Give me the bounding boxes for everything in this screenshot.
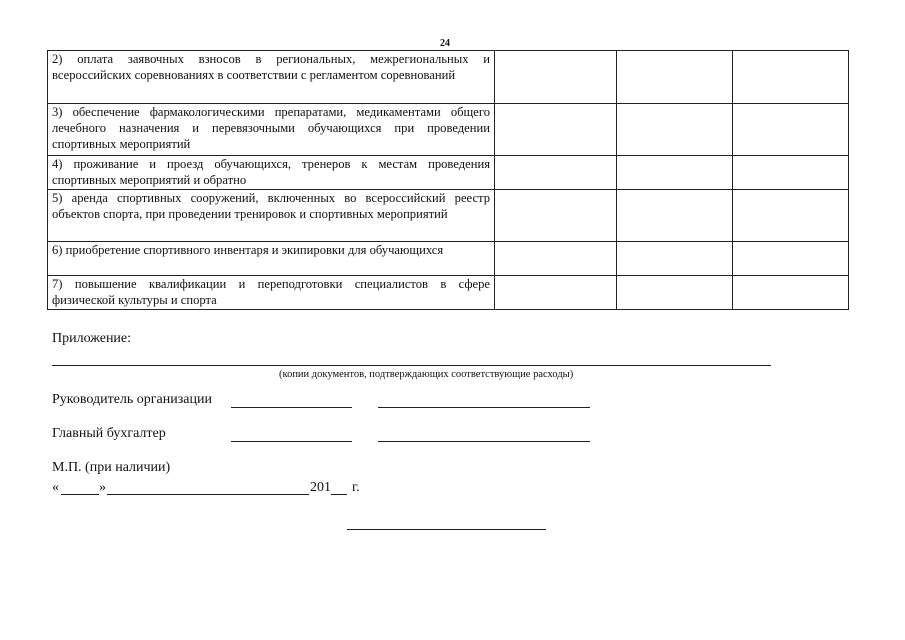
table-cell[interactable] (495, 276, 617, 310)
attachment-line[interactable] (52, 365, 771, 366)
date-open-quote: « (52, 480, 59, 495)
table-cell[interactable] (733, 276, 849, 310)
table-cell[interactable] (617, 242, 733, 276)
table-row (48, 156, 849, 190)
table-cell[interactable] (495, 190, 617, 242)
table-cell[interactable] (617, 190, 733, 242)
table-cell[interactable] (733, 242, 849, 276)
table-row (48, 51, 849, 104)
table-row (48, 242, 849, 276)
row-description: 4) проживание и проезд обучающихся, тренеров к местам проведения спортивных мероприятий и обратно (48, 156, 495, 190)
date-day-line[interactable] (61, 494, 99, 495)
stamp-label: М.П. (при наличии) (52, 460, 171, 475)
table-cell[interactable] (495, 156, 617, 190)
table-cell[interactable] (733, 104, 849, 156)
table-cell[interactable] (733, 190, 849, 242)
bottom-line[interactable] (347, 529, 546, 530)
table-row (48, 104, 849, 156)
head-signature-line[interactable] (231, 407, 352, 408)
row-description: 6) приобретение спортивного инвентаря и экипировки для обучающихся (48, 242, 495, 276)
date-year-line[interactable] (331, 494, 347, 495)
page-number: 24 (440, 38, 450, 49)
head-name-line[interactable] (378, 407, 590, 408)
table-cell[interactable] (495, 242, 617, 276)
table-cell[interactable] (617, 51, 733, 104)
head-label: Руководитель организации (52, 392, 212, 407)
expenses-table (47, 50, 849, 310)
row-description: 7) повышение квалификации и переподготовки специалистов в сфере физической культуры и спорта (48, 276, 495, 310)
table-row (48, 190, 849, 242)
date-year-prefix: 201 (310, 480, 331, 495)
table-cell[interactable] (617, 276, 733, 310)
date-month-line[interactable] (107, 494, 309, 495)
accountant-signature-line[interactable] (231, 441, 352, 442)
date-close-quote: » (99, 480, 106, 495)
table-cell[interactable] (733, 51, 849, 104)
attachment-caption: (копии документов, подтверждающих соответствующие расходы) (279, 369, 574, 380)
row-description: 3) обеспечение фармакологическими препаратами, медикаментами общего лечебного назначения и перевязочными обучающихся при проведении спортивных мероприятий (48, 104, 495, 156)
accountant-label: Главный бухгалтер (52, 426, 166, 441)
table-row (48, 276, 849, 310)
attachment-label: Приложение: (52, 331, 132, 346)
table-cell[interactable] (733, 156, 849, 190)
date-year-suffix: г. (352, 480, 360, 495)
row-description: 5) аренда спортивных сооружений, включенных во всероссийский реестр объектов спорта, при проведении тренировок и спортивных мероприятий (48, 190, 495, 242)
table-cell[interactable] (495, 104, 617, 156)
accountant-name-line[interactable] (378, 441, 590, 442)
table-cell[interactable] (617, 156, 733, 190)
table-cell[interactable] (617, 104, 733, 156)
row-description: 2) оплата заявочных взносов в региональных, межрегиональных и всероссийских соревнованиях в соответствии с регламентом соревнований (48, 51, 495, 104)
table-cell[interactable] (495, 51, 617, 104)
